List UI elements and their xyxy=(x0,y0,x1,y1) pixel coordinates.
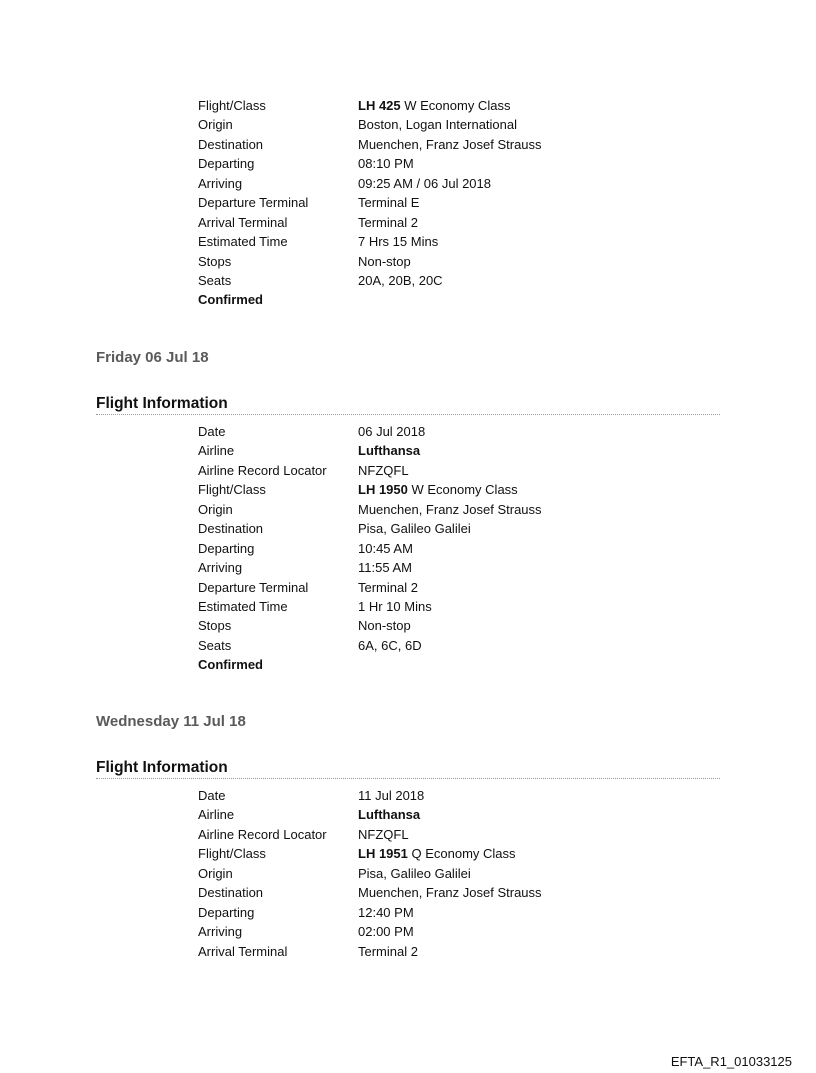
row-label: Arriving xyxy=(198,924,243,940)
row-value xyxy=(358,252,411,271)
detail-row xyxy=(198,844,542,863)
row-value xyxy=(358,96,510,115)
row-value-text: Terminal 2 xyxy=(358,579,418,595)
row-label: Flight/Class xyxy=(198,98,266,113)
row-value-bold: Lufthansa xyxy=(358,443,421,459)
detail-row xyxy=(198,883,542,902)
detail-row xyxy=(198,578,542,597)
row-value-text: Non-stop xyxy=(358,618,411,634)
detail-row xyxy=(198,213,542,232)
detail-row xyxy=(198,193,542,212)
row-value-text: 20A, 20B, 20C xyxy=(358,272,443,288)
row-value-bold: LH 1951 xyxy=(358,846,408,862)
row-value-text: 08:10 PM xyxy=(358,156,414,172)
row-value-text: 7 Hrs 15 Mins xyxy=(358,234,439,250)
row-label: Stops xyxy=(198,618,232,634)
row-value xyxy=(358,844,516,863)
row-value-text: 09:25 AM / 06 Jul 2018 xyxy=(358,175,491,191)
row-value-text: Non-stop xyxy=(358,253,411,269)
detail-row xyxy=(198,422,542,441)
row-value-bold: LH 425 xyxy=(358,98,401,113)
detail-row xyxy=(198,441,542,460)
row-value xyxy=(358,786,424,805)
row-label: Departing xyxy=(198,904,255,920)
row-label: Flight/Class xyxy=(198,482,266,498)
section-heading: Flight Information xyxy=(96,395,720,415)
section-heading: Flight Information xyxy=(96,759,720,779)
segment-2-details xyxy=(198,422,542,675)
detail-row xyxy=(198,154,542,173)
row-value xyxy=(358,539,413,558)
row-value-text: NFZQFL xyxy=(358,462,409,478)
detail-row xyxy=(198,942,542,961)
row-value xyxy=(358,422,425,441)
segment-1-details xyxy=(198,96,542,310)
row-label: Departing xyxy=(198,156,255,172)
detail-row xyxy=(198,558,542,577)
row-value-text: Muenchen, Franz Josef Strauss xyxy=(358,885,542,901)
row-value-text: Terminal E xyxy=(358,195,420,211)
row-label: Origin xyxy=(198,117,233,133)
row-value xyxy=(358,558,412,577)
detail-row xyxy=(198,786,542,805)
detail-row xyxy=(198,903,542,922)
row-label: Origin xyxy=(198,501,233,517)
detail-row xyxy=(198,500,542,519)
row-value xyxy=(358,232,438,251)
row-value-text: W Economy Class xyxy=(400,98,511,113)
row-value-text: Muenchen, Franz Josef Strauss xyxy=(358,136,542,152)
detail-row xyxy=(198,232,542,251)
row-value xyxy=(358,636,422,655)
row-value xyxy=(358,519,471,538)
detail-row xyxy=(198,805,542,824)
row-value xyxy=(358,903,414,922)
row-label: Airline xyxy=(198,807,235,823)
row-value xyxy=(358,480,518,499)
status-confirmed: Confirmed xyxy=(198,292,263,308)
row-value-bold: Lufthansa xyxy=(358,807,421,823)
day-heading: Wednesday 11 Jul 18 xyxy=(96,713,246,730)
row-value xyxy=(358,578,418,597)
row-value-text: Boston, Logan International xyxy=(358,117,518,133)
row-value xyxy=(358,115,517,134)
row-value xyxy=(358,616,411,635)
row-label: Destination xyxy=(198,885,264,901)
row-value-text: Q Economy Class xyxy=(407,846,516,862)
detail-row xyxy=(198,636,542,655)
row-value-text: 6A, 6C, 6D xyxy=(358,637,422,653)
row-label: Arriving xyxy=(198,175,243,191)
row-label: Seats xyxy=(198,637,232,653)
row-label: Arrival Terminal xyxy=(198,214,288,230)
detail-row xyxy=(198,174,542,193)
row-label: Seats xyxy=(198,272,232,288)
row-value-text: 02:00 PM xyxy=(358,924,414,940)
row-value-text: 11 Jul 2018 xyxy=(358,788,425,803)
row-label: Airline Record Locator xyxy=(198,462,327,478)
row-label: Departing xyxy=(198,540,255,556)
day-heading: Friday 06 Jul 18 xyxy=(96,349,209,366)
row-label: Airline Record Locator xyxy=(198,826,327,842)
detail-row xyxy=(198,480,542,499)
detail-row xyxy=(198,864,542,883)
row-label: Estimated Time xyxy=(198,234,288,250)
row-value xyxy=(358,154,414,173)
detail-row xyxy=(198,616,542,635)
document-id: EFTA_R1_01033125 xyxy=(670,1054,792,1069)
row-value-bold: LH 1950 xyxy=(358,482,408,498)
detail-row xyxy=(198,115,542,134)
row-label: Arrival Terminal xyxy=(198,943,288,959)
detail-row xyxy=(198,519,542,538)
detail-row xyxy=(198,597,542,616)
row-value xyxy=(358,213,418,232)
row-value-text: 06 Jul 2018 xyxy=(358,424,426,439)
row-value-text: 1 Hr 10 Mins xyxy=(358,598,432,614)
row-value-text: 12:40 PM xyxy=(358,904,414,920)
row-value xyxy=(358,135,542,154)
row-value-text: 11:55 AM xyxy=(358,560,412,576)
row-value-text: Terminal 2 xyxy=(358,214,418,230)
row-label: Origin xyxy=(198,865,233,881)
detail-row xyxy=(198,252,542,271)
row-value xyxy=(358,825,409,844)
row-value xyxy=(358,942,418,961)
row-value xyxy=(358,597,432,616)
row-value xyxy=(358,883,542,902)
row-value-text: 10:45 AM xyxy=(358,540,413,556)
row-value-text: Pisa, Galileo Galilei xyxy=(358,865,471,881)
row-label: Stops xyxy=(198,253,232,269)
row-value-text: Muenchen, Franz Josef Strauss xyxy=(358,501,542,517)
detail-row xyxy=(198,96,542,115)
row-value xyxy=(358,271,443,290)
detail-row xyxy=(198,461,542,480)
row-value xyxy=(358,193,419,212)
row-value xyxy=(358,441,420,460)
row-label: Destination xyxy=(198,521,264,537)
row-value-text: W Economy Class xyxy=(407,482,518,498)
detail-row xyxy=(198,539,542,558)
row-value xyxy=(358,805,420,824)
row-label: Airline xyxy=(198,443,235,459)
row-label: Arriving xyxy=(198,560,243,576)
row-label: Departure Terminal xyxy=(198,195,309,211)
detail-row xyxy=(198,135,542,154)
detail-row xyxy=(198,922,542,941)
row-value xyxy=(358,174,491,193)
row-value xyxy=(358,500,542,519)
row-value xyxy=(358,461,409,480)
detail-row xyxy=(198,271,542,290)
row-label: Date xyxy=(198,424,226,439)
segment-3-details xyxy=(198,786,542,961)
row-label: Date xyxy=(198,788,226,803)
row-value-text: Terminal 2 xyxy=(358,943,418,959)
row-label: Departure Terminal xyxy=(198,579,309,595)
row-value-text: Pisa, Galileo Galilei xyxy=(358,521,471,537)
row-label: Estimated Time xyxy=(198,598,288,614)
row-value xyxy=(358,864,471,883)
detail-row xyxy=(198,825,542,844)
status-confirmed: Confirmed xyxy=(198,657,263,673)
row-label: Flight/Class xyxy=(198,846,266,862)
row-value xyxy=(358,922,414,941)
row-value-text: NFZQFL xyxy=(358,826,409,842)
row-label: Destination xyxy=(198,136,264,152)
